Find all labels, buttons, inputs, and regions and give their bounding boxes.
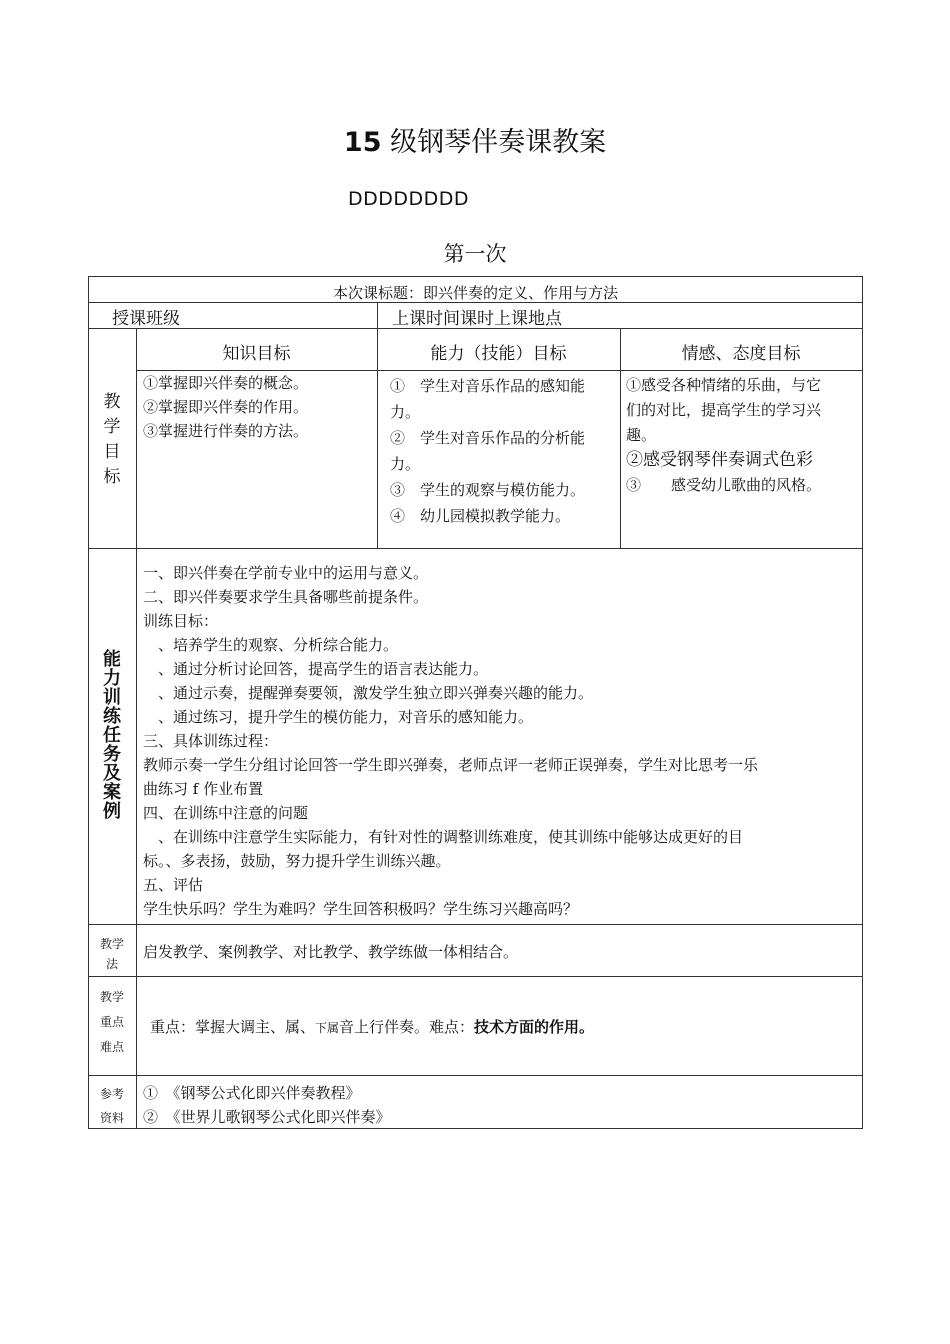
key-label: 教学 重点 难点 bbox=[99, 990, 124, 1054]
page-title bbox=[0, 120, 950, 159]
title-text: 级钢琴伴奏课教案 bbox=[390, 127, 607, 158]
lesson-number: 第一次 bbox=[443, 242, 507, 266]
title-number: 15 bbox=[343, 127, 382, 158]
reference-label: 参考 资料 bbox=[99, 1087, 124, 1125]
reference-list: ① 《钢琴公式化即兴伴奏教程》 ② 《世界儿歌钢琴公式化即兴伴奏》 bbox=[143, 1084, 391, 1126]
class-label: 授课班级 bbox=[112, 309, 180, 329]
topic-row: 本次课标题：即兴伴奏的定义、作用与方法 bbox=[332, 284, 618, 302]
knowledge-header: 知识目标 bbox=[222, 344, 291, 364]
subtitle: DDDDDDDD bbox=[348, 188, 470, 210]
ability-list: ① 学生对音乐作品的感知能 力。 ② 学生对音乐作品的分析能 力。 ③ 学生的观察与模仿能力。 ④ 幼儿园模拟教学能力。 bbox=[390, 377, 586, 525]
emotion-header: 情感、态度目标 bbox=[681, 344, 801, 364]
goals-label: 教 学 目 标 bbox=[103, 392, 121, 487]
key-content: 重点：掌握大调主、属、下属音上行伴奏。难点：技术方面的作用。 bbox=[150, 1018, 595, 1036]
method-content: 启发教学、案例教学、对比教学、教学练做一体相结合。 bbox=[143, 943, 519, 961]
knowledge-list: ①掌握即兴伴奏的概念。 ②掌握即兴伴奏的作用。 ③掌握进行伴奏的方法。 bbox=[143, 374, 309, 440]
training-content: 一、即兴伴奏在学前专业中的运用与意义。 二、即兴伴奏要求学生具备哪些前提条件。 训练目标： 、培养学生的观察、分析综合能力。 、通过分析讨论回答，提高学生的语言表达能力。 、通过示奏，提醒弹奏要领，激发学生独立即兴弹奏兴趣的能力。 、通过练习，提升学生的模仿能力，对音乐的感知能力。 三、具体训练过程： 教师示奏一学生分组讨论回答一学生即兴弹奏，老师点评一老师正误弹奏，学生对比思考一乐 曲练习 f 作业布置 四、在训练中注意的问题 、在训练中注意学生实际能力，有针对性的调整训练难度，使其训练中能够达成更好的目 标。、多表扬，鼓励，努力提升学生训练兴趣。 五、评估 学生快乐吗？学生为难吗？学生回答积极吗？学生练习兴趣高吗？ bbox=[143, 564, 759, 918]
emotion-list: ①感受各种情绪的乐曲，与它 们的对比，提高学生的学习兴 趣。 ②感受钢琴伴奏调式色彩 ③ 感受幼儿歌曲的风格。 bbox=[626, 376, 822, 494]
method-label: 教学 法 bbox=[99, 937, 124, 971]
training-label: 能 力 训 练 任 务 及 案 例 bbox=[103, 649, 121, 822]
time-label: 上课时间课时上课地点 bbox=[392, 309, 562, 329]
ability-header: 能力（技能）目标 bbox=[430, 344, 567, 364]
